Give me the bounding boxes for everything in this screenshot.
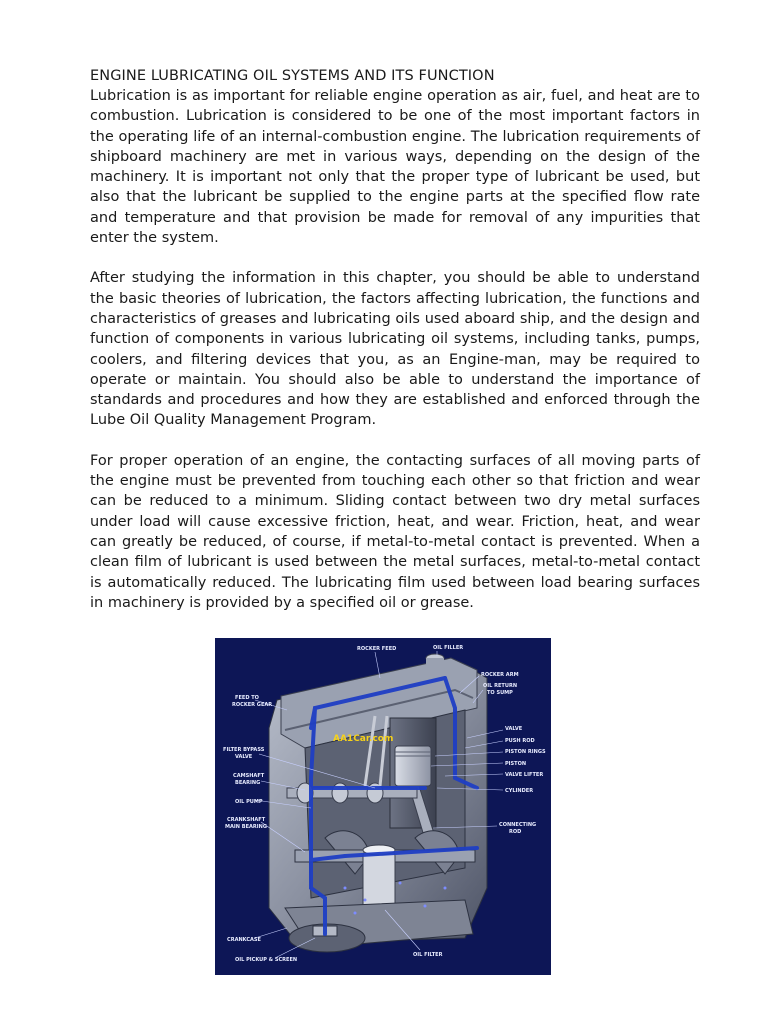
label-rocker-arm: ROCKER ARM <box>481 672 519 678</box>
label-valve-bypass: VALVE <box>235 754 253 760</box>
label-oil-pickup: OIL PICKUP & SCREEN <box>235 957 298 963</box>
label-bearing: BEARING <box>235 780 261 786</box>
label-oil-pump: OIL PUMP <box>235 799 263 805</box>
label-crankcase: CRANKCASE <box>227 937 261 943</box>
engine-block <box>269 654 487 952</box>
label-rod: ROD <box>509 829 522 835</box>
engine-lubrication-diagram <box>215 638 551 975</box>
label-camshaft: CAMSHAFT <box>233 773 265 779</box>
label-rocker-feed: ROCKER FEED <box>357 646 397 652</box>
label-piston: PISTON <box>505 761 527 767</box>
document-title: ENGINE LUBRICATING OIL SYSTEMS AND ITS FUNCTION <box>90 68 495 84</box>
label-valve-lifter: VALVE LIFTER <box>505 772 544 778</box>
paragraph-3: For proper operation of an engine, the contacting surfaces of all moving parts of the engine must be prevented from touching each other so that friction and wear can be reduced to a minimum. Sliding contact between two dry metal surfaces under load will cause excessive friction, heat, and wear. Friction, heat, and wear can greatly be reduced, of course, if metal-to-metal contact is prevented. When a clean film of lubricant is used between the metal surfaces, metal-to-metal contact is automatically reduced. The lubricating film used between load bearing surfaces in machinery is provided by a specified oil or grease. <box>90 452 700 611</box>
label-oil-return: OIL RETURN <box>483 683 518 689</box>
paragraph-1: Lubrication is as important for reliable engine operation as air, fuel, and heat are to combustion. Lubrication is considered to be one of the most important factors in the operating life of an internal-combustion engine. The lubrication requirements of shipboard machinery are met in various ways, depending on the design of the machinery. It is important not only that the proper type of lubricant be used, but also that the lubricant be supplied to the engine parts at the specified flow rate and temperature and that provision be made for removal of any impurities that enter the system. <box>90 88 700 247</box>
label-push-rod: PUSH ROD <box>505 738 535 744</box>
label-connecting: CONNECTING <box>499 822 537 828</box>
aa1car-watermark: AA1Car.com <box>333 734 394 744</box>
paragraph-2: After studying the information in this chapter, you should be able to understand the basic theories of lubrication, the factors affecting lubrication, the functions and characteristics of greases and lubricating oils used aboard ship, and the design and function of components in various lubricating oil systems, including tanks, pumps, coolers, and filtering devices that you, as an Engine-man, may be required to operate or maintain. You should also be able to understand the importance of standards and procedures and how they are established and enforced through the Lube Oil Quality Management Program. <box>90 270 700 429</box>
label-feed-to: FEED TO <box>235 695 259 701</box>
document-body <box>90 66 700 633</box>
label-oil-filler: OIL FILLER <box>433 645 464 651</box>
label-rocker-gear: ROCKER GEAR <box>232 702 273 708</box>
label-filter-bypass: FILTER BYPASS <box>223 747 265 753</box>
engine-illustration <box>215 638 551 975</box>
label-crankshaft: CRANKSHAFT <box>227 817 266 823</box>
label-to-sump: TO SUMP <box>487 690 513 696</box>
label-main-bearing: MAIN BEARING <box>225 824 267 830</box>
label-valve: VALVE <box>505 726 523 732</box>
label-cylinder: CYLINDER <box>505 788 534 794</box>
label-oil-filter: OIL FILTER <box>413 952 443 958</box>
label-piston-rings: PISTON RINGS <box>505 749 546 755</box>
